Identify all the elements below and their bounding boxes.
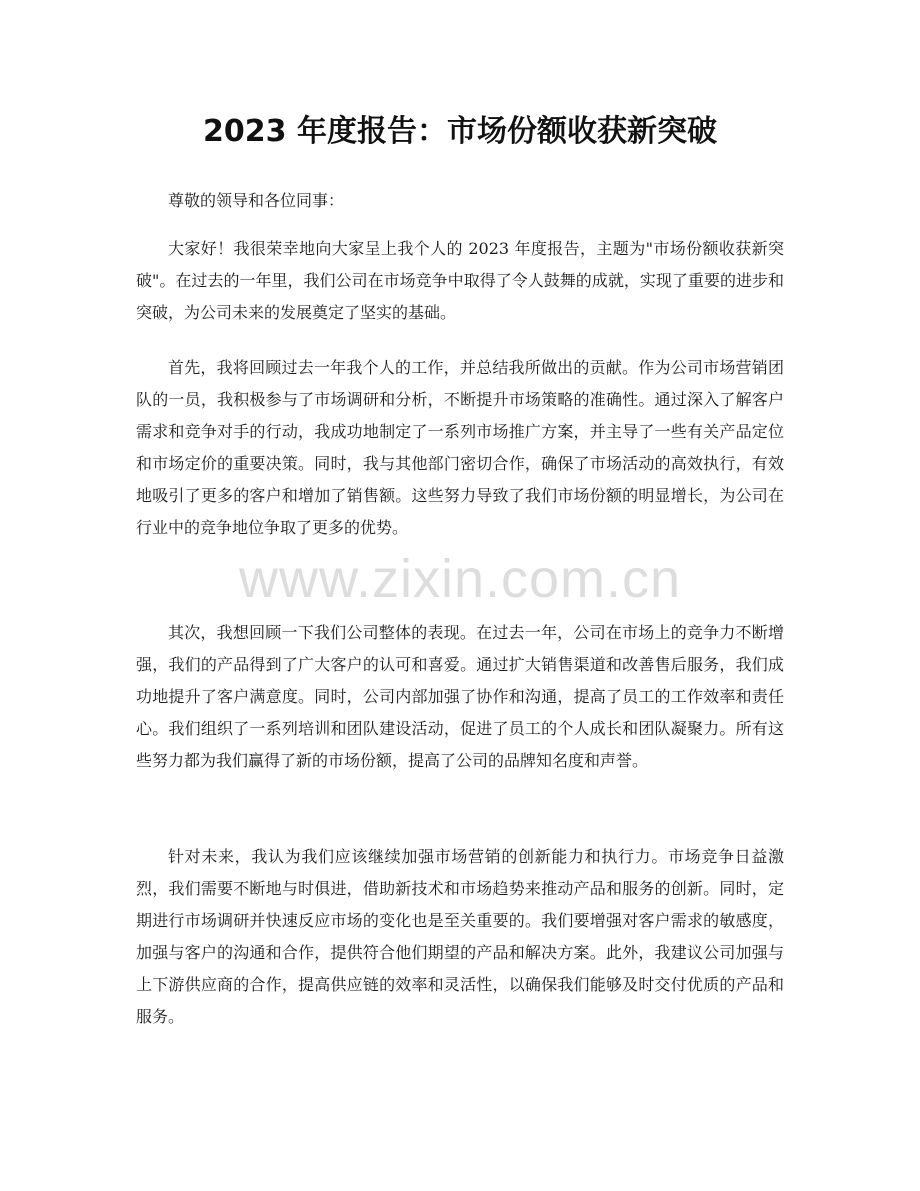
paragraph-future-plan: 针对未来，我认为我们应该继续加强市场营销的创新能力和执行力。市场竞争日益激烈，我们需要不断地与时俱进，借助新技术和市场趋势来推动产品和服务的创新。同时，定期进行市场调研并快速反应市场的变化也是至关重要的。我们要增强对客户需求的敏感度，加强与客户的沟通和合作，提供符合他们期望的产品和解决方案。此外，我建议公司加强与上下游供应商的合作，提高供应链的效率和灵活性，以确保我们能够及时交付优质的产品和服务。	[136, 847, 784, 1026]
paragraph-personal-work: 首先，我将回顾过去一年我个人的工作，并总结我所做出的贡献。作为公司市场营销团队的一员，我积极参与了市场调研和分析，不断提升市场策略的准确性。通过深入了解客户需求和竞争对手的行动，我成功地制定了一系列市场推广方案，并主导了一些有关产品定位和市场定价的重要决策。同时，我与其他部门密切合作，确保了市场活动的高效执行，有效地吸引了更多的客户和增加了销售额。这些努力导致了我们市场份额的明显增长，为公司在行业中的竞争地位争取了更多的优势。	[136, 358, 784, 537]
paragraph-company-performance: 其次，我想回顾一下我们公司整体的表现。在过去一年，公司在市场上的竞争力不断增强，我们的产品得到了广大客户的认可和喜爱。通过扩大销售渠道和改善售后服务，我们成功地提升了客户满意度。同时，公司内部加强了协作和沟通，提高了员工的工作效率和责任心。我们组织了一系列培训和团队建设活动，促进了员工的个人成长和团队凝聚力。所有这些努力都为我们赢得了新的市场份额，提高了公司的品牌知名度和声誉。	[136, 623, 784, 770]
document-title: 2023 年度报告：市场份额收获新突破	[203, 114, 717, 149]
salutation: 尊敬的领导和各位同事：	[168, 191, 345, 210]
watermark: www.zixin.com.cn	[238, 549, 682, 609]
paragraph-intro: 大家好！我很荣幸地向大家呈上我个人的 2023 年度报告，主题为"市场份额收获新突破"。在过去的一年里，我们公司在市场竞争中取得了令人鼓舞的成就，实现了重要的进步和突破，为公司未来的发展奠定了坚实的基础。	[136, 239, 784, 322]
